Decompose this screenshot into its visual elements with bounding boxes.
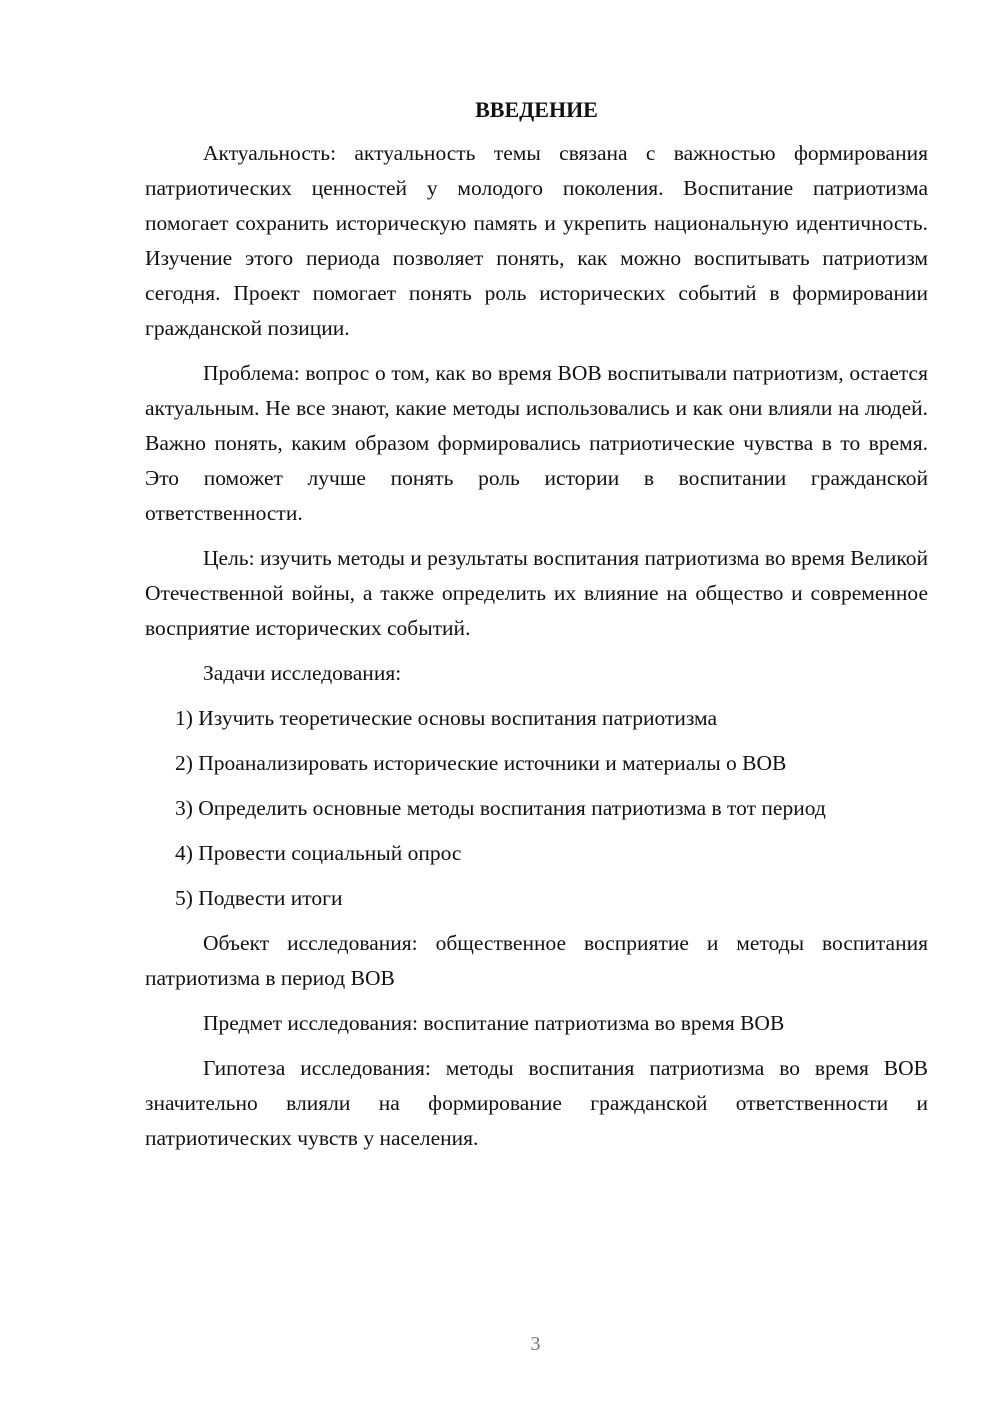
task-item-1: 1) Изучить теоретические основы воспитания патриотизма	[175, 706, 718, 730]
page-number: 3	[530, 1333, 541, 1355]
goal-paragraph: Цель: изучить методы и результаты воспитания патриотизма во время Великой Отечественной войны, а также определить их влияние на общество и современное восприятие исторических событий.	[145, 546, 928, 640]
tasks-heading: Задачи исследования:	[203, 661, 402, 685]
object-paragraph: Объект исследования: общественное восприятие и методы воспитания патриотизма в период ВОВ	[145, 931, 928, 990]
document-page	[145, 94, 928, 1166]
task-item-3: 3) Определить основные методы воспитания патриотизма в тот период	[175, 796, 826, 820]
problem-paragraph: Проблема: вопрос о том, как во время ВОВ воспитывали патриотизм, остается актуальным. Не все знают, какие методы использовались и как они влияли на людей. Важно понять, каким образом формировались патриотические чувства в то время. Это поможет лучше понять роль истории в воспитании гражданской ответственности.	[145, 361, 928, 525]
task-item-5: 5) Подвести итоги	[175, 886, 343, 910]
task-item-2: 2) Проанализировать исторические источники и материалы о ВОВ	[175, 751, 787, 775]
section-heading: ВВЕДЕНИЕ	[475, 97, 598, 122]
hypothesis-paragraph: Гипотеза исследования: методы воспитания патриотизма во время ВОВ значительно влияли на формирование гражданской ответственности и патриотических чувств у населения.	[145, 1056, 928, 1150]
relevance-paragraph: Актуальность: актуальность темы связана с важностью формирования патриотических ценностей у молодого поколения. Воспитание патриотизма помогает сохранить историческую память и укрепить национальную идентичность. Изучение этого периода позволяет понять, как можно воспитывать патриотизм сегодня. Проект помогает понять роль исторических событий в формировании гражданской позиции.	[145, 141, 928, 340]
task-item-4: 4) Провести социальный опрос	[175, 841, 462, 865]
subject-paragraph: Предмет исследования: воспитание патриотизма во время ВОВ	[203, 1011, 785, 1035]
